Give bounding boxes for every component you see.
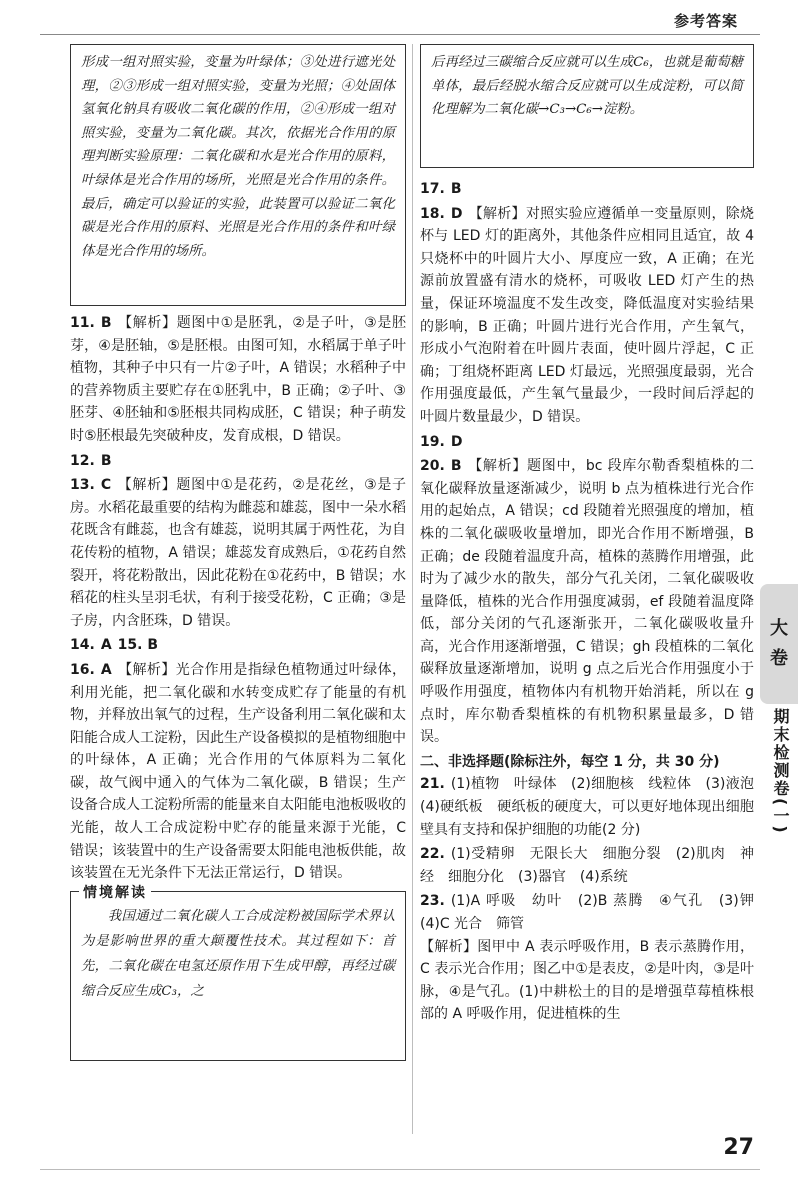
- question-19: [420, 431, 754, 454]
- page-number: 27: [723, 1135, 754, 1160]
- scenario-title: 情境解读: [79, 882, 151, 905]
- column-divider: [412, 44, 413, 1134]
- question-answer: B: [450, 458, 462, 475]
- question-13: [70, 474, 406, 632]
- question-answer: B: [450, 181, 462, 197]
- question-analysis: 【解析】光合作用是指绿色植物通过叶绿体，利用光能，把二氧化碳和水转变成贮存了能量的有机物，并释放出氧气的过程，生产设备利用二氧化碳和太阳能合成人工淀粉，因此生产设备模拟的是植物细胞中的叶绿体，A 正确；光合作用的气体原料为二氧化碳，故气阀中通入的气体为二氧化碳，B 错误；生产设备合成人工淀粉所需的能量来自太阳能电池板吸收的光能，故人工合成淀粉中贮存的能量来源于光能，C 错误；该装置中的生产设备需要太阳能电池板供能，故该装置在无光条件下无法正常运行，D 错误。: [70, 661, 406, 882]
- question-number: 21.: [420, 776, 445, 793]
- scenario-box: [70, 884, 406, 1061]
- right-top-box: 后再经过三碳缩合反应就可以生成C₆，也就是葡萄糖单体，最后经脱水缩合反应就可以生成淀粉，可以简化理解为二氧化碳→C₃→C₆→淀粉。: [420, 44, 754, 168]
- question-number: 16.: [70, 661, 95, 678]
- section-title: 二、非选择题(除标注外，每空 1 分，共 30 分): [420, 753, 720, 770]
- question-answer-text: (1)植物 叶绿体 (2)细胞核 线粒体 (3)液泡 (4)硬纸板 硬纸板的硬度大，可以更好地体现出细胞壁具有支持和保护细胞的功能(2 分): [420, 776, 768, 838]
- question-analysis: 【解析】题图中①是花药，②是花丝，③是子房。水稻花最重要的结构为雌蕊和雄蕊，图中一朵水稻花既含有雌蕊，也含有雄蕊，说明其属于两性花，为自花传粉的植物，A 错误；雄蕊发育成熟后，①花药自然裂开，将花粉散出，因此花粉在①花药中，B 错误；水稻花的柱头呈羽毛状，有利于接受花粉，C 正确；③是子房，内含胚珠，D 错误。: [70, 477, 406, 629]
- side-tab: [760, 584, 798, 704]
- side-vertical-title: 期末检测卷(一): [771, 708, 790, 835]
- question-answer: D: [450, 433, 463, 450]
- question-14-15: [70, 634, 406, 657]
- question-analysis: 【解析】对照实验应遵循单一变量原则，除烧杯与 LED 灯的距离外，其他条件应相同且适宜，故 4 只烧杯中的叶圆片大小、厚度应一致，A 正确；在光源前放置盛有清水的烧杯，可吸收 LED 灯产生的热量，保证环境温度不发生改变，降低温度对实验结果的影响，B 正确；叶圆片进行光合作用，产生氧气，形成小气泡附着在叶圆片表面，使叶圆片浮起，C 正确；丁组烧杯距离 LED 灯最远，光照强度最弱，光合作用强度最低，产生氧气量最少，一段时间后浮起的叶圆片数量最少，D 错误。: [420, 205, 754, 425]
- left-top-box: 形成一组对照实验，变量为叶绿体；③处进行遮光处理，②③形成一组对照实验，变量为光照；④处固体氢氧化钠具有吸收二氧化碳的作用，②④形成一组对照实验，变量为二氧化碳。其次，依据光合作用的原理判断实验原理：二氧化碳和水是光合作用的原料，叶绿体是光合作用的场所，光照是光合作用的条件。最后，确定可以验证的实验，此装置可以验证二氧化碳是光合作用的原料、光照是光合作用的条件和叶绿体是光合作用的场所。: [70, 44, 406, 306]
- question-number: 17.: [420, 181, 445, 197]
- question-analysis: 【解析】图甲中 A 表示呼吸作用，B 表示蒸腾作用，C 表示光合作用；图乙中①是表皮，②是叶肉，③是叶脉，④是气孔。(1)中耕松土的目的是增强草莓植株根部的 A 呼吸作用，促进植株的生: [420, 938, 754, 1023]
- side-tab-line2: 卷: [770, 648, 788, 669]
- question-20: [420, 455, 754, 749]
- scenario-text: 我国通过二氧化碳人工合成淀粉被国际学术界认为是影响世界的重大颠覆性技术。其过程如下：首先，二氧化碳在电氢还原作用下生成甲醇，再经过碳缩合反应生成C₃，之: [81, 908, 395, 999]
- question-17: [420, 178, 754, 201]
- question-answer: C: [100, 477, 112, 494]
- question-number: 20.: [420, 458, 445, 475]
- question-number: 11.: [70, 315, 95, 331]
- question-answer: D: [450, 205, 463, 222]
- bottom-rule: [40, 1169, 760, 1170]
- question-18: [420, 203, 754, 429]
- question-number: 14.: [70, 637, 95, 654]
- right-column: [420, 44, 768, 1028]
- question-12: [70, 450, 406, 473]
- question-number: 23.: [420, 893, 445, 910]
- question-15-answer: 15. B: [117, 637, 159, 654]
- question-analysis: 【解析】题图中①是胚乳，②是子叶，③是胚芽，④是胚轴，⑤是胚根。由图可知，水稻属于单子叶植物，其种子中只有一片②子叶，A 错误；水稻种子中的营养物质主要贮存在①胚乳中，B 正确；②子叶、③胚芽、④胚轴和⑤胚根共同构成胚，C 错误；种子萌发时⑤胚根最先突破种皮，发育成根，D 错误。: [70, 315, 406, 444]
- question-analysis: 【解析】题图中，bc 段库尔勒香梨植株的二氧化碳释放量逐渐减少，说明 b 点为植株进行光合作用的起始点，A 错误；cd 段随着光照强度的增加，植株的二氧化碳吸收量增加，即光合作用不断增强，B 正确；de 段随着温度升高，植株的蒸腾作用增强，此时为了减少水的散失，部分气孔关闭，二氧化碳吸收量降低，植株的光合作用强度减弱，ef 段随着温度降低，部分关闭的气孔逐渐张开，二氧化碳吸收量升高，光合作用逐渐增强，C 错误；gh 段植株的二氧化碳释放量逐渐增加，说明 g 点之后光合作用强度小于呼吸作用强度，植物体内有机物开始消耗，所以在 g 点时，库尔勒香梨植株的有机物积累量最多，D 错误。: [420, 458, 754, 746]
- question-number: 12.: [70, 452, 95, 469]
- question-answer-text: (1)A 呼吸 幼叶 (2)B 蒸腾 ④气孔 (3)钾 (4)C 光合 筛管: [420, 893, 768, 932]
- question-22: [420, 843, 754, 888]
- question-answer-text: (1)受精卵 无限长大 细胞分裂 (2)肌肉 神经 细胞分化 (3)器官 (4)系统: [420, 846, 754, 885]
- left-column: [70, 44, 406, 1061]
- question-11: [70, 312, 406, 448]
- header-label: 参考答案: [673, 12, 738, 30]
- question-answer: A: [100, 661, 112, 678]
- question-number: 22.: [420, 846, 445, 863]
- question-number: 18.: [420, 205, 445, 222]
- question-answer: B: [100, 315, 112, 331]
- question-21: [420, 773, 768, 841]
- question-number: 13.: [70, 477, 95, 494]
- question-23: [420, 890, 768, 1026]
- question-answer: A: [100, 637, 112, 654]
- header-rule: [40, 34, 760, 35]
- question-answer: B: [100, 452, 112, 469]
- question-16: [70, 659, 406, 885]
- question-number: 19.: [420, 433, 445, 450]
- side-tab-line1: 大: [770, 618, 788, 639]
